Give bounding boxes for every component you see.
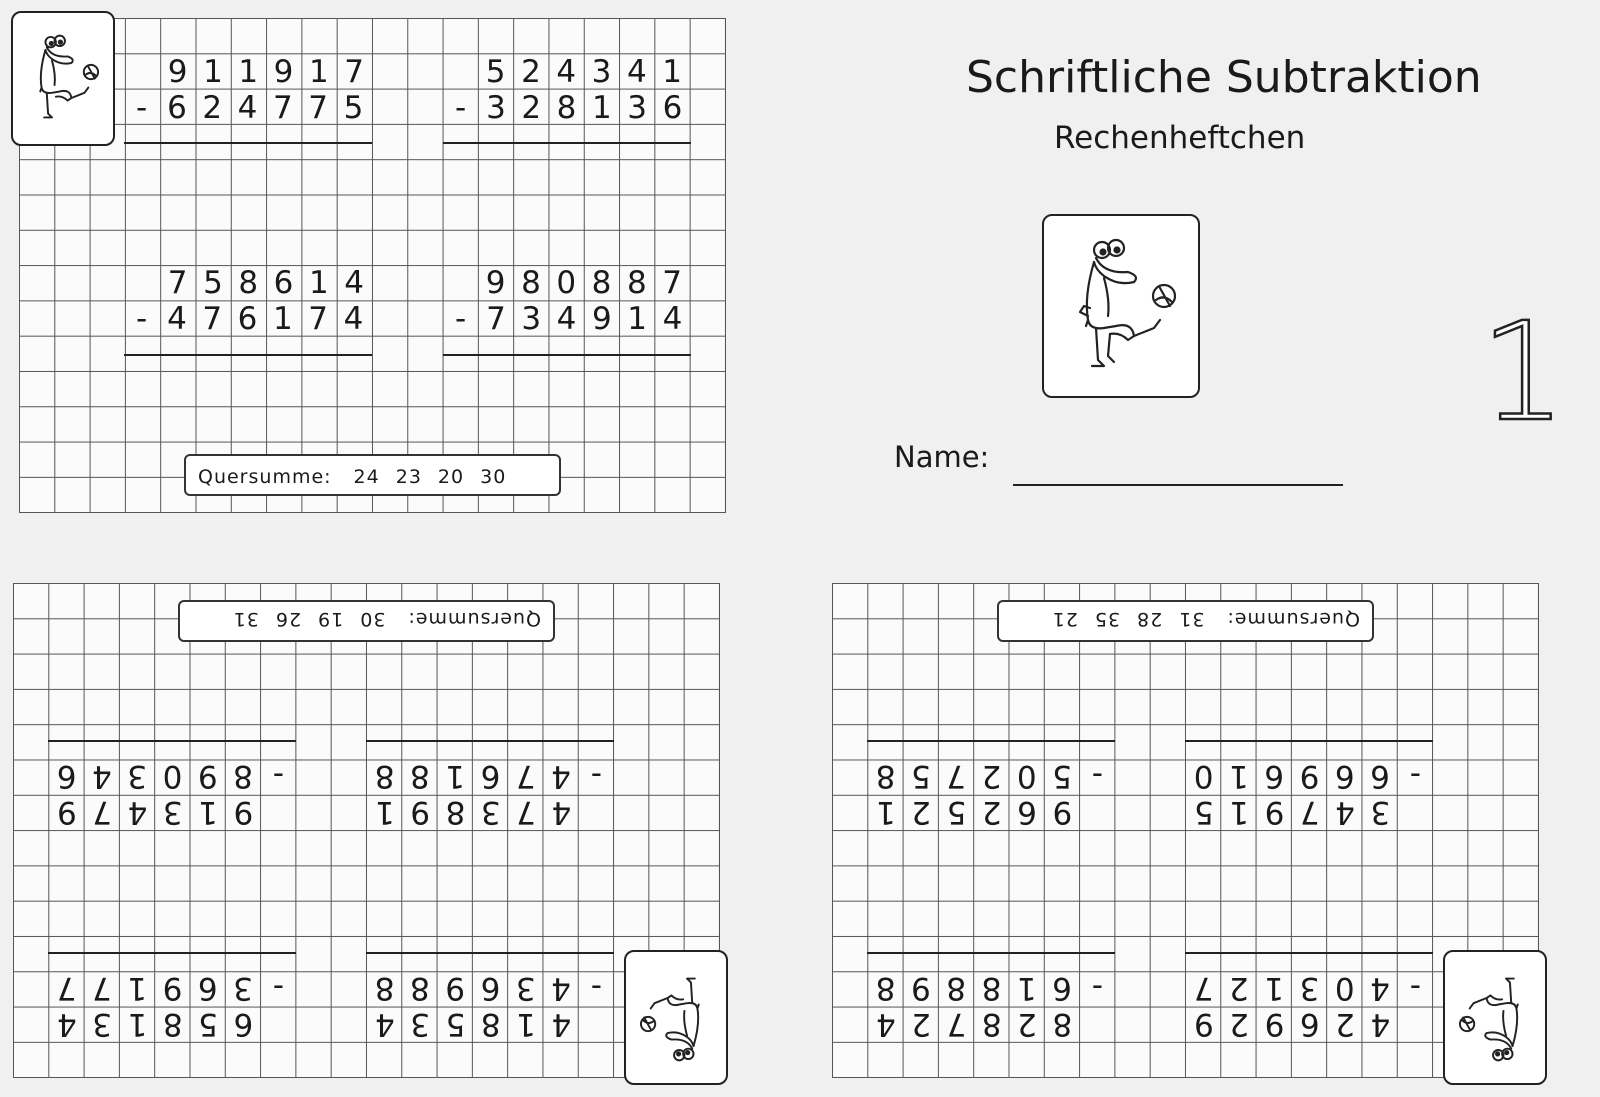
digit: 4 [1370,970,1390,1006]
digit: 2 [1229,970,1249,1006]
digit: 3 [1299,970,1320,1006]
digit: 5 [203,265,223,301]
digit: 1 [127,1006,148,1042]
flipped-content-bottom-left [13,583,720,1078]
result-line [867,740,1115,742]
quersumme-box [184,454,561,496]
minus-sign: - [1091,970,1103,1006]
digit: 6 [233,1006,254,1042]
digit: 2 [911,794,932,830]
minus-sign: - [1091,758,1103,794]
digit: 8 [521,265,541,301]
result-line [443,142,691,144]
digit: 0 [1193,758,1214,794]
digit: 4 [551,794,572,830]
subtrahend-row [367,758,614,793]
digit: 1 [375,794,395,830]
digit: 3 [410,1006,431,1042]
digit: 4 [127,794,148,830]
digit: 4 [551,1006,572,1042]
digit: 1 [516,1006,536,1042]
digit: 1 [1016,970,1037,1006]
digit: 0 [162,758,183,794]
subtrahend-row [1186,970,1433,1005]
digit: 9 [445,970,466,1006]
digit: 8 [238,265,259,301]
digit: 4 [1370,1006,1391,1042]
digit: 1 [662,54,682,90]
digit: 9 [410,794,431,830]
digit: 1 [198,794,218,830]
digit: 1 [445,758,466,794]
result-line [366,740,614,742]
digit: 5 [198,1006,218,1042]
digit: 4 [343,301,364,337]
quersumme-box [997,600,1374,642]
digit: 2 [521,54,541,90]
digit: 7 [946,758,967,794]
digit: 2 [202,90,223,126]
digit: 8 [480,1006,501,1042]
result-line [1185,952,1433,954]
digit: 7 [946,1006,967,1042]
digit: 2 [1229,1006,1250,1042]
digit: 7 [344,54,364,90]
digit: 2 [1017,1006,1037,1042]
minuend [49,794,261,829]
digit: 6 [1264,758,1285,794]
minus-sign: - [1409,758,1421,794]
quersumme-box [178,600,555,642]
subtrahend-row [868,970,1115,1005]
digit: 0 [1334,970,1355,1006]
mascot-frog-football-icon [1042,214,1200,398]
digit: 4 [662,301,683,337]
digit: 1 [203,54,223,90]
digit: 6 [480,970,501,1006]
digit: 6 [273,265,294,301]
digit: 8 [556,90,577,126]
minus-sign: - [455,301,467,337]
minus-sign: - [136,301,148,337]
digit: 7 [56,970,77,1006]
digit: 8 [875,970,896,1006]
subtrahend-row [868,758,1115,793]
digit: 8 [626,265,647,301]
quersumme-label: Quersumme: [407,608,541,630]
digit: 8 [1052,1006,1073,1042]
digit: 7 [516,794,536,830]
quersumme-value: 35 [1093,608,1121,630]
digit: 2 [1335,1006,1355,1042]
minuend [367,794,579,829]
subtrahend-row [124,302,371,337]
quersumme-value: 31 [232,608,259,630]
subtrahend-row [124,91,371,126]
minuend [868,794,1080,829]
mascot-frog-football-icon [1443,950,1547,1085]
digit: 6 [1299,1006,1320,1042]
quersumme-value: 21 [1051,608,1078,630]
digit: 3 [480,794,501,830]
minus-sign: - [136,90,148,126]
subtrahend-row [49,758,296,793]
minus-sign: - [590,970,602,1006]
result-line [48,952,296,954]
digit: 9 [1052,794,1073,830]
result-line [867,952,1115,954]
digit: 8 [445,794,466,830]
digit: 3 [1370,794,1391,830]
flipped-content-bottom-right [832,583,1539,1078]
digit: 7 [662,265,682,301]
digit: 6 [237,301,258,337]
digit: 4 [57,1006,77,1042]
digit: 4 [556,301,577,337]
minuend [160,266,372,301]
digit: 1 [876,794,896,830]
digit: 7 [92,794,113,830]
result-line [443,354,691,356]
digit: 1 [1264,970,1285,1006]
digit: 2 [981,794,1002,830]
digit: 6 [1334,758,1355,794]
quersumme-value: 19 [317,608,344,630]
digit: 1 [308,54,329,90]
digit: 5 [445,1006,466,1042]
digit: 1 [1229,758,1249,794]
digit: 9 [57,794,77,830]
digit: 6 [1017,794,1037,830]
digit: 8 [162,1006,183,1042]
digit: 6 [1052,970,1072,1006]
digit: 2 [911,1006,932,1042]
name-label: Name: [894,440,990,474]
result-line [48,740,296,742]
digit: 9 [1194,1006,1214,1042]
digit: 7 [272,90,293,126]
digit: 4 [167,301,187,337]
subtrahend-row [443,302,690,337]
digit: 9 [911,970,931,1006]
quersumme-label: Quersumme: [1226,608,1360,630]
digit: 3 [521,301,542,337]
digit: 4 [1335,794,1355,830]
minuend [49,1006,261,1041]
digit: 7 [308,90,328,126]
cover-subtitle: Rechenheftchen [1054,120,1306,156]
mascot-frog-football-icon [624,950,728,1085]
digit: 5 [911,758,931,794]
digit: 3 [486,90,506,126]
quersumme-label: Quersumme: [198,466,332,488]
digit: 5 [1194,794,1214,830]
digit: 8 [875,758,896,794]
minus-sign: - [272,970,284,1006]
digit: 5 [946,794,967,830]
minuend [478,55,690,90]
digit: 9 [1264,794,1285,830]
minus-sign: - [272,758,284,794]
minuend [868,1006,1080,1041]
digit: 1 [238,54,259,90]
digit: 0 [1016,758,1037,794]
digit: 9 [167,54,188,90]
digit: 4 [551,758,571,794]
digit: 2 [981,758,1002,794]
digit: 4 [344,265,364,301]
digit: 1 [1229,794,1250,830]
digit: 3 [515,970,536,1006]
digit: 6 [480,758,501,794]
digit: 7 [202,301,223,337]
subtrahend-row [443,91,690,126]
digit: 7 [167,265,188,301]
minus-sign: - [455,90,467,126]
digit: 5 [485,54,506,90]
digit: 2 [521,90,542,126]
subtrahend-row [367,970,614,1005]
result-line [366,952,614,954]
digit: 4 [551,970,571,1006]
quersumme-value: 26 [274,608,302,630]
digit: 7 [1193,970,1214,1006]
digit: 9 [1264,1006,1285,1042]
minuend [1186,794,1398,829]
page-number: 1 [1480,294,1567,452]
digit: 7 [1299,794,1320,830]
digit: 7 [92,970,112,1006]
minus-sign: - [1409,970,1421,1006]
digit: 4 [876,1006,896,1042]
digit: 3 [127,758,148,794]
digit: 9 [162,970,183,1006]
digit: 8 [981,1006,1002,1042]
digit: 6 [662,90,683,126]
digit: 0 [556,265,577,301]
minuend [478,266,690,301]
digit: 8 [374,758,395,794]
digit: 6 [56,758,77,794]
quersumme-value: 30 [359,608,386,630]
digit: 8 [410,970,430,1006]
digit: 9 [273,54,294,90]
digit: 3 [591,54,612,90]
quersumme-value: 30 [480,466,507,488]
digit: 6 [1370,758,1390,794]
digit: 8 [946,970,967,1006]
quersumme-value: 23 [395,466,422,488]
digit: 1 [127,970,148,1006]
digit: 5 [343,90,364,126]
digit: 1 [591,90,612,126]
digit: 3 [162,794,183,830]
digit: 8 [374,970,395,1006]
quersumme-value: 31 [1178,608,1205,630]
digit: 3 [627,90,647,126]
mascot-frog-football-icon [11,11,115,146]
digit: 7 [486,301,506,337]
cover-title: Schriftliche Subtraktion [966,52,1482,103]
digit: 4 [237,90,258,126]
digit: 1 [272,301,293,337]
result-line [1185,740,1433,742]
digit: 3 [233,970,253,1006]
minuend [1186,1006,1398,1041]
digit: 5 [1052,758,1072,794]
digit: 4 [92,758,112,794]
subtrahend-row [1186,758,1433,793]
digit: 9 [591,301,612,337]
quersumme-value: 24 [353,466,380,488]
digit: 7 [515,758,536,794]
digit: 8 [410,758,430,794]
digit: 9 [485,265,506,301]
digit: 8 [233,758,253,794]
digit: 7 [308,301,328,337]
digit: 1 [308,265,329,301]
minuend [367,1006,579,1041]
digit: 4 [556,54,577,90]
quersumme-value: 28 [1136,608,1163,630]
name-input-line[interactable] [1013,484,1343,486]
digit: 6 [197,970,218,1006]
result-line [124,142,372,144]
digit: 9 [233,794,254,830]
digit: 8 [591,265,612,301]
minuend [160,55,372,90]
result-line [124,354,372,356]
minus-sign: - [590,758,602,794]
digit: 9 [197,758,218,794]
digit: 9 [1299,758,1320,794]
quersumme-value: 20 [437,466,465,488]
digit: 4 [375,1006,395,1042]
digit: 6 [167,90,187,126]
subtrahend-row [49,970,296,1005]
digit: 4 [626,54,647,90]
digit: 1 [627,301,647,337]
digit: 3 [92,1006,113,1042]
digit: 8 [981,970,1002,1006]
